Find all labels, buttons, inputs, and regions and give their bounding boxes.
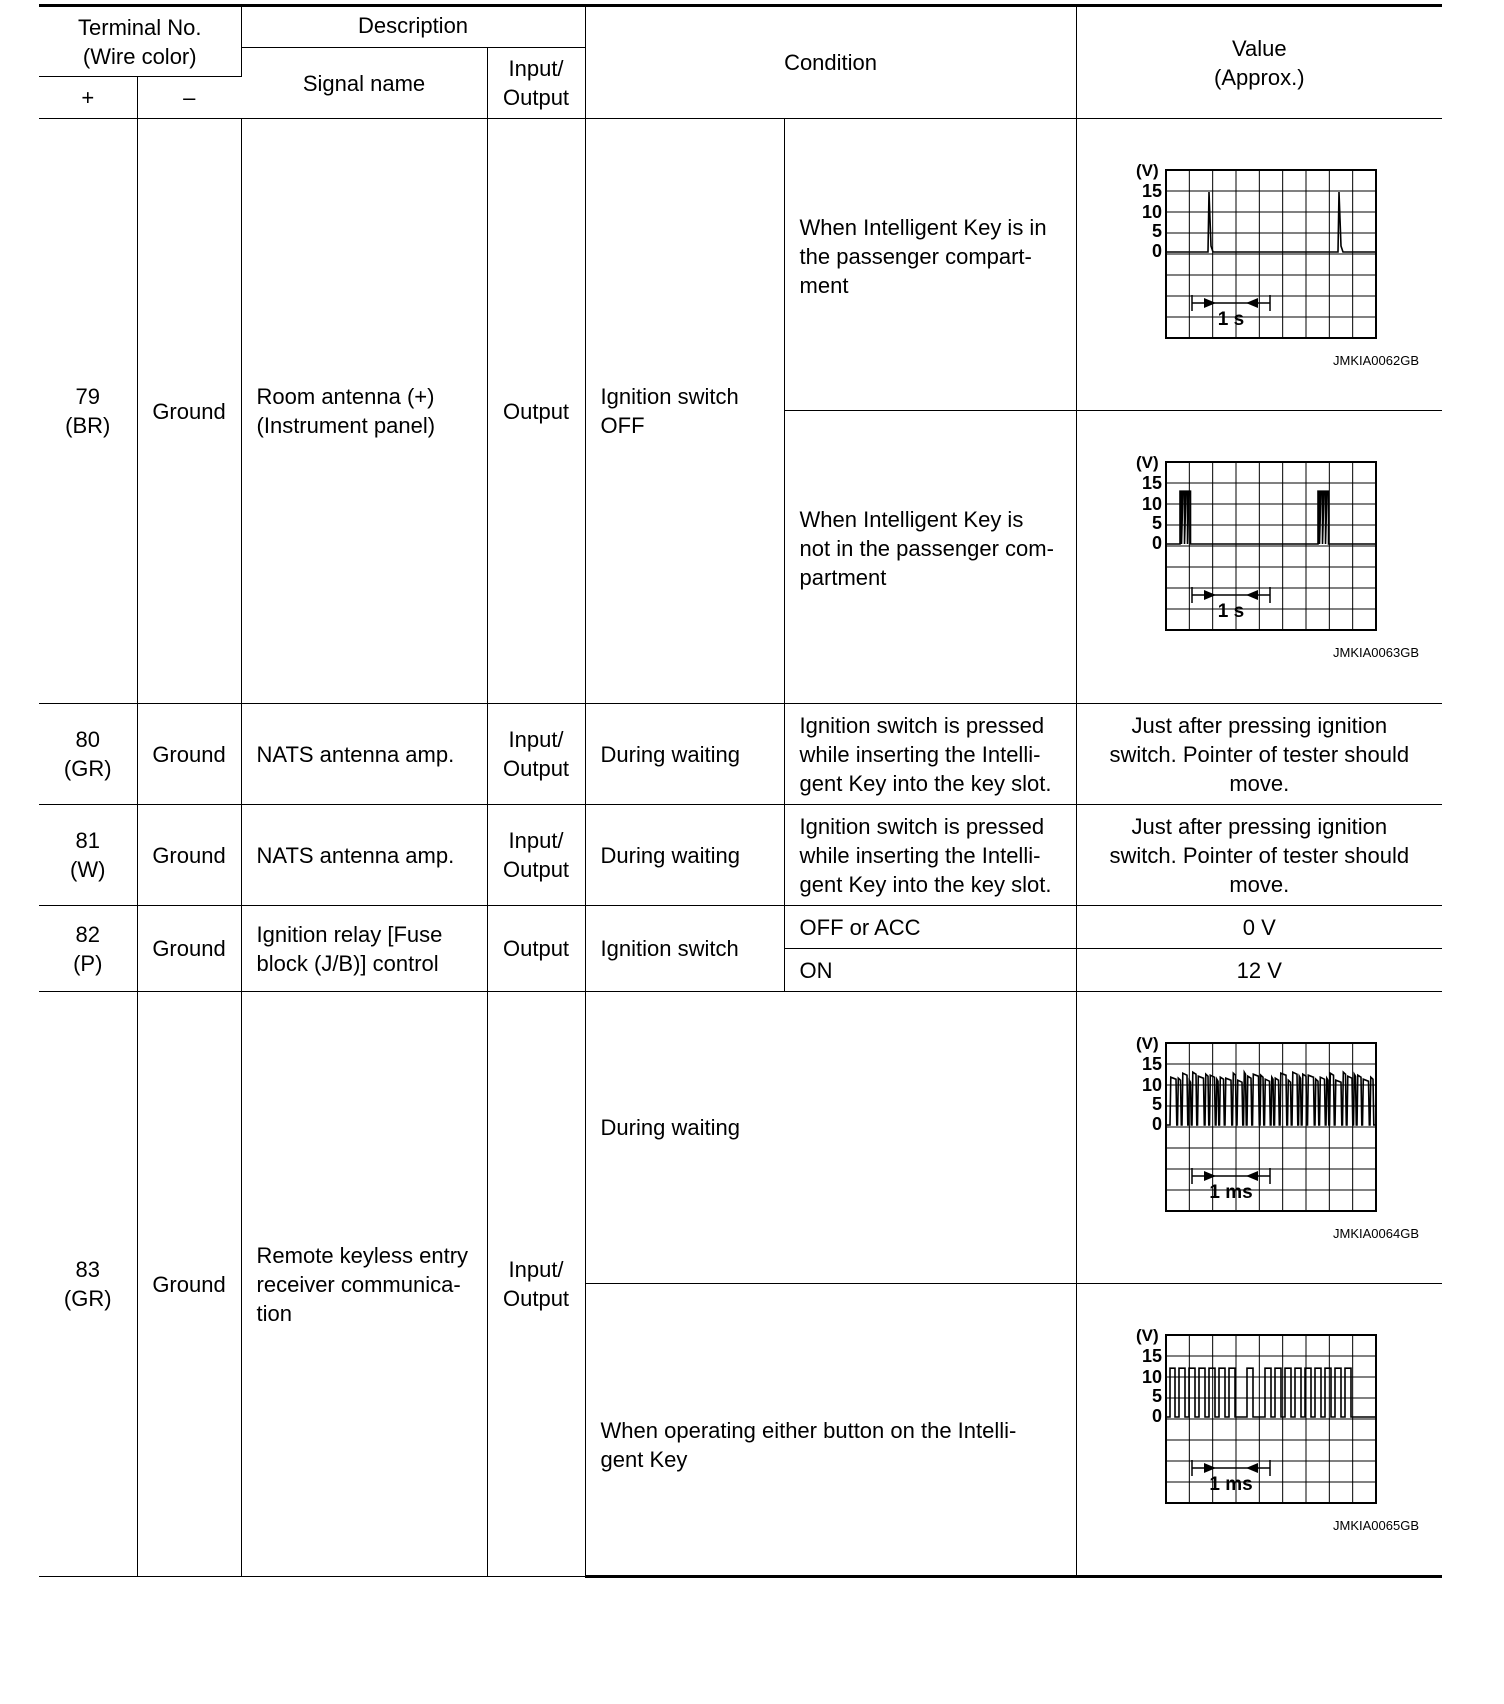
waveform-trace: [1166, 1072, 1376, 1125]
y-tick-label: 10: [1141, 1075, 1162, 1095]
io-82: Output: [487, 906, 585, 992]
time-scale-label: 1 s: [1217, 309, 1244, 330]
waveform-trace: [1166, 192, 1376, 252]
ground-82: Ground: [137, 906, 241, 992]
io-81: Input/ Output: [487, 805, 585, 906]
y-tick-label: 5: [1151, 221, 1162, 241]
waveform-trace: [1166, 491, 1376, 544]
condition-80: During waiting: [585, 704, 784, 805]
y-tick-label: 0: [1151, 533, 1162, 553]
value-82-off: 0 V: [1076, 906, 1442, 949]
io-80: Input/ Output: [487, 704, 585, 805]
y-tick-label: 5: [1151, 1094, 1162, 1114]
figure-reference: JMKIA0065GB: [1332, 1518, 1419, 1533]
y-tick-label: 0: [1151, 241, 1162, 261]
input-output-header: Input/ Output: [487, 48, 585, 119]
y-tick-label: 5: [1151, 513, 1162, 533]
y-unit-label: (V): [1135, 1035, 1159, 1053]
time-scale-arrow: [1246, 298, 1258, 308]
value-82-on: 12 V: [1076, 949, 1442, 992]
state-82-on: ON: [784, 949, 1076, 992]
y-tick-label: 0: [1151, 1114, 1162, 1134]
sub-condition-80: Ignition switch is pressed while inserting the Intelli- gent Key into the key slot.: [784, 704, 1076, 805]
time-scale-label: 1 s: [1217, 601, 1244, 622]
condition-82: Ignition switch: [585, 906, 784, 992]
plus-header: +: [39, 77, 137, 119]
terminal-no-header: Terminal No. (Wire color): [39, 6, 241, 77]
value-80: Just after pressing ignition switch. Pointer of tester should move.: [1076, 704, 1442, 805]
time-scale-label: 1 ms: [1208, 1182, 1253, 1203]
condition-83-operating: When operating either button on the Intelli- gent Key: [585, 1284, 1076, 1577]
sub-condition-79-out: When Intelligent Key is not in the passenger com- partment: [784, 411, 1076, 704]
condition-79: Ignition switch OFF: [585, 119, 784, 704]
oscilloscope-graph: [1122, 1035, 1422, 1245]
figure-reference: JMKIA0063GB: [1332, 645, 1419, 660]
terminal-spec-table: [39, 4, 1442, 1578]
graph-cell-83-operating: [1076, 1284, 1442, 1577]
y-tick-label: 15: [1141, 1054, 1162, 1074]
time-scale-arrow: [1246, 1463, 1258, 1473]
ground-79: Ground: [137, 119, 241, 704]
signal-79: Room antenna (+) (Instrument panel): [241, 119, 487, 704]
condition-header: Condition: [585, 6, 1076, 119]
y-tick-label: 5: [1151, 1386, 1162, 1406]
y-tick-label: 15: [1141, 181, 1162, 201]
oscilloscope-graph: [1122, 454, 1422, 664]
ground-83: Ground: [137, 992, 241, 1577]
terminal-80: 80 (GR): [39, 704, 137, 805]
signal-80: NATS antenna amp.: [241, 704, 487, 805]
y-unit-label: (V): [1135, 454, 1159, 472]
terminal-82: 82 (P): [39, 906, 137, 992]
y-tick-label: 0: [1151, 1406, 1162, 1426]
ground-80: Ground: [137, 704, 241, 805]
state-82-off: OFF or ACC: [784, 906, 1076, 949]
time-scale-arrow: [1246, 1171, 1258, 1181]
condition-83-waiting: During waiting: [585, 992, 1076, 1284]
time-scale-arrow: [1204, 298, 1216, 308]
y-tick-label: 10: [1141, 1367, 1162, 1387]
y-unit-label: (V): [1135, 162, 1159, 180]
value-header: Value (Approx.): [1076, 6, 1442, 119]
time-scale-arrow: [1204, 1171, 1216, 1181]
y-tick-label: 10: [1141, 202, 1162, 222]
time-scale-arrow: [1204, 1463, 1216, 1473]
ground-81: Ground: [137, 805, 241, 906]
oscilloscope-graph: [1122, 162, 1422, 372]
time-scale-arrow: [1204, 590, 1216, 600]
value-81: Just after pressing ignition switch. Pointer of tester should move.: [1076, 805, 1442, 906]
description-header: Description: [241, 6, 585, 48]
io-79: Output: [487, 119, 585, 704]
waveform-trace: [1166, 1368, 1376, 1417]
y-tick-label: 15: [1141, 1346, 1162, 1366]
y-tick-label: 15: [1141, 473, 1162, 493]
graph-cell-83-waiting: [1076, 992, 1442, 1284]
y-unit-label: (V): [1135, 1327, 1159, 1345]
graph-cell-79-out: [1076, 411, 1442, 704]
signal-82: Ignition relay [Fuse block (J/B)] control: [241, 906, 487, 992]
signal-83: Remote keyless entry receiver communica- tion: [241, 992, 487, 1577]
minus-header: –: [137, 77, 241, 119]
terminal-79: 79 (BR): [39, 119, 137, 704]
figure-reference: JMKIA0064GB: [1332, 1226, 1419, 1241]
io-83: Input/ Output: [487, 992, 585, 1577]
y-tick-label: 10: [1141, 494, 1162, 514]
signal-name-header: Signal name: [241, 48, 487, 119]
oscilloscope-graph: [1122, 1327, 1422, 1537]
terminal-81: 81 (W): [39, 805, 137, 906]
figure-reference: JMKIA0062GB: [1332, 353, 1419, 368]
sub-condition-81: Ignition switch is pressed while inserting the Intelli- gent Key into the key slot.: [784, 805, 1076, 906]
time-scale-arrow: [1246, 590, 1258, 600]
sub-condition-79-in: When Intelligent Key is in the passenger compart- ment: [784, 119, 1076, 411]
time-scale-label: 1 ms: [1208, 1474, 1253, 1495]
graph-cell-79-in: [1076, 119, 1442, 411]
condition-81: During waiting: [585, 805, 784, 906]
signal-81: NATS antenna amp.: [241, 805, 487, 906]
terminal-83: 83 (GR): [39, 992, 137, 1577]
